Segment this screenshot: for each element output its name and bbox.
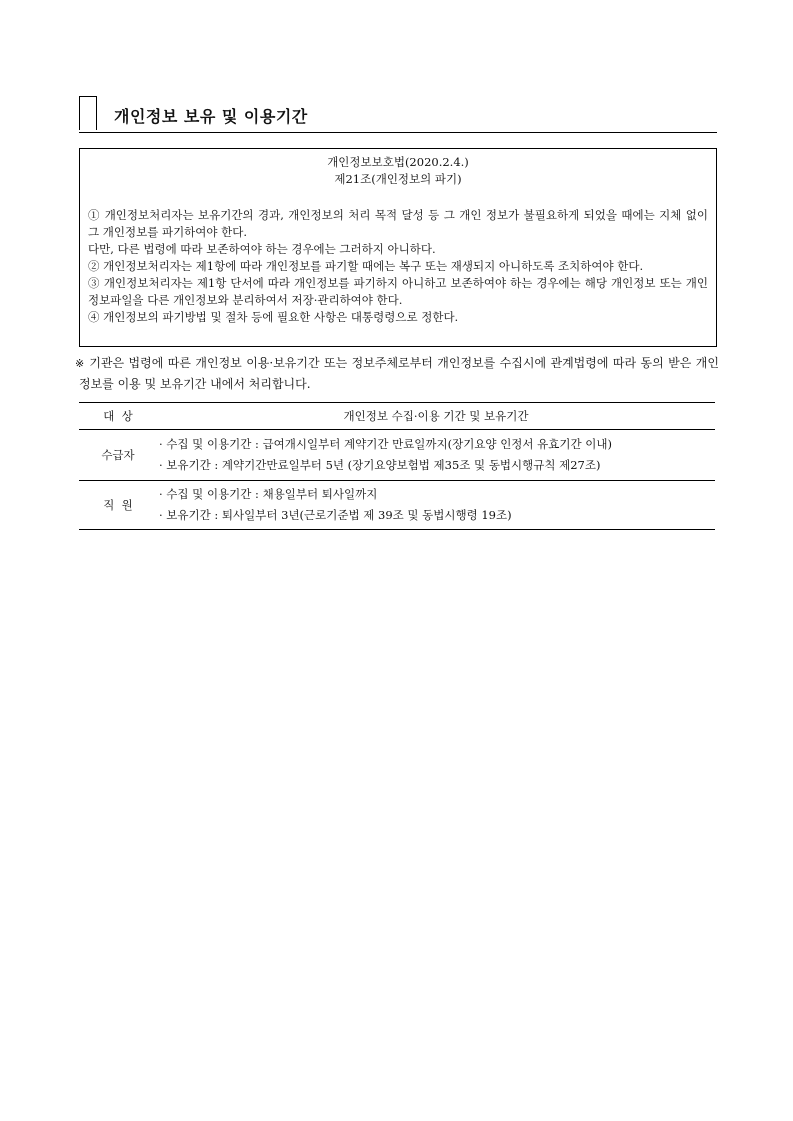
period-line: · 보유기간 : 계약기간만료일부터 5년 (장기요양보험법 제35조 및 동법시행규칙 제27조) (159, 458, 601, 472)
law-paragraph-4: ④ 개인정보의 파기방법 및 절차 등에 필요한 사항은 대통령령으로 정한다. (88, 310, 459, 324)
section-heading (79, 96, 717, 133)
section-title: 개인정보 보유 및 이용기간 (114, 107, 308, 126)
law-body (88, 207, 708, 326)
period-line: · 수집 및 이용기간 : 급여개시일부터 계약기간 만료일까지(장기요양 인정서 유효기간 이내) (159, 437, 612, 451)
row-periods (157, 430, 715, 481)
law-paragraph-2: ② 개인정보처리자는 제1항에 따라 개인정보를 파기할 때에는 복구 또는 재생되지 아니하도록 조치하여야 한다. (88, 259, 644, 273)
heading-marker (79, 96, 97, 130)
retention-period-table (79, 402, 715, 530)
table-row (79, 430, 715, 481)
law-excerpt-box (79, 148, 717, 347)
period-line: · 보유기간 : 퇴사일부터 3년(근로기준법 제 39조 및 동법시행령 19조) (159, 508, 512, 522)
law-paragraph-1: ① 개인정보처리자는 보유기간의 경과, 개인정보의 처리 목적 달성 등 그 개인 정보가 불필요하게 되었을 때에는 지체 없이 그 개인정보를 파기하여야 한다. (88, 208, 708, 239)
row-periods (157, 481, 715, 530)
row-target: 직 원 (103, 498, 133, 512)
table-row (79, 481, 715, 530)
header-period: 개인정보 수집·이용 기간 및 보유기간 (343, 409, 529, 423)
law-article-title: 제21조(개인정보의 파기) (334, 172, 462, 186)
table-header-row (79, 403, 715, 430)
reference-mark: ※ (75, 357, 85, 370)
law-name: 개인정보보호법(2020.2.4.) (327, 155, 469, 169)
period-line: · 수집 및 이용기간 : 채용일부터 퇴사일까지 (159, 487, 378, 501)
header-target: 대 상 (103, 409, 133, 423)
processing-note (75, 353, 719, 395)
row-target: 수급자 (101, 448, 135, 462)
law-paragraph-3: ③ 개인정보처리자는 제1항 단서에 따라 개인정보를 파기하지 아니하고 보존하여야 하는 경우에는 해당 개인정보 또는 개인정보파일을 다른 개인정보와 분리하여서 저장·관리하여야 한다. (88, 276, 708, 307)
law-paragraph-proviso: 다만, 다른 법령에 따라 보존하여야 하는 경우에는 그러하지 아니하다. (88, 242, 436, 256)
note-text: 기관은 법령에 따른 개인정보 이용·보유기간 또는 정보주체로부터 개인정보를 수집시에 관계법령에 따라 동의 받은 개인정보를 이용 및 보유기간 내에서 처리합니다. (79, 356, 719, 391)
